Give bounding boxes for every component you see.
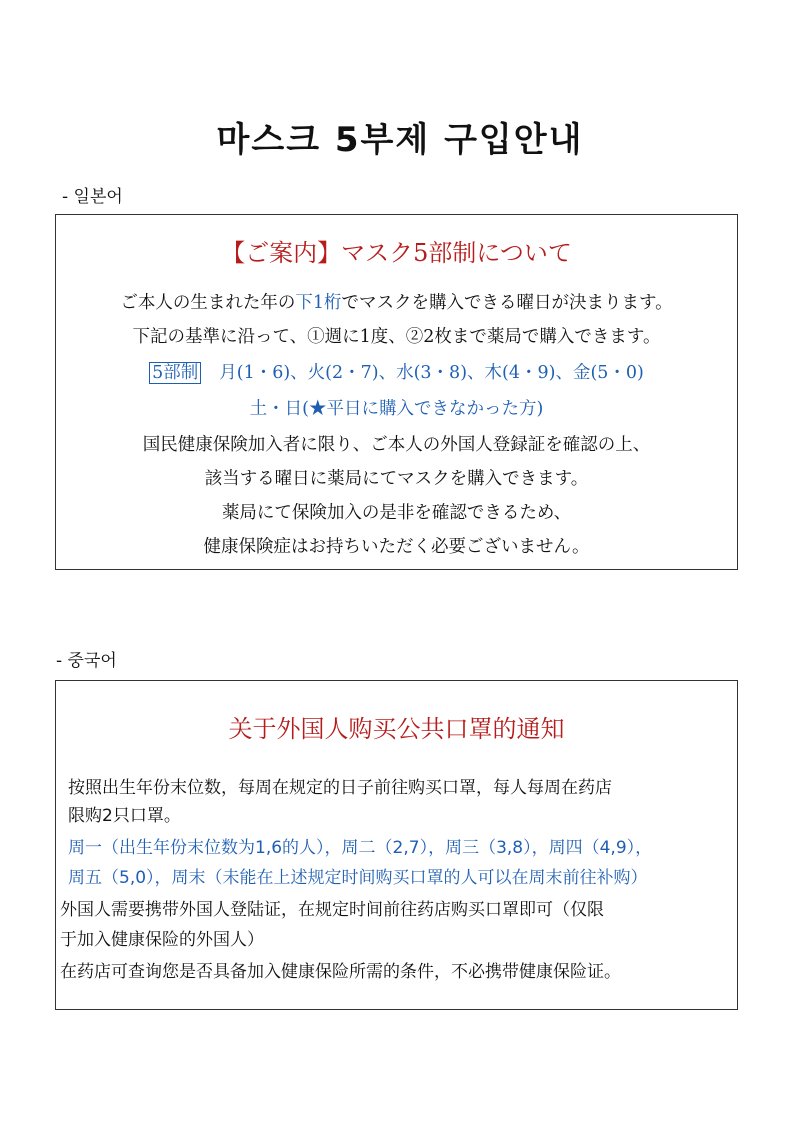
zh-line-2: 限购2只口罩。	[68, 806, 181, 826]
notice-line-1	[56, 289, 737, 314]
notice-heading-chinese: 关于外国人购买公共口罩的通知	[228, 715, 565, 743]
notice-line-6: 該当する曜日に薬局にてマスクを購入できます。	[204, 469, 589, 489]
line1-suffix: でマスクを購入できる曜日が決まります。	[341, 293, 673, 313]
line1-prefix: ご本人の生まれた年の	[120, 293, 296, 313]
notice-box-chinese	[55, 680, 738, 1010]
zh-line-1: 按照出生年份末位数，每周在规定的日子前往购买口罩，每人每周在药店	[68, 778, 612, 798]
schedule-line	[56, 359, 737, 384]
zh-line-5: 外国人需要携带外国人登陆证，在规定时间前往药店购买口罩即可（仅限	[60, 900, 604, 920]
zh-line-3: 周一（出生年份末位数为1,6的人），周二（2,7），周三（3,8），周四（4,9），	[68, 838, 653, 858]
weekend-line: 土・日(★平日に購入できなかった方)	[249, 399, 544, 419]
page-title: 마스크 5부제 구입안내	[216, 120, 584, 160]
line1-highlight: 下1桁	[295, 293, 342, 313]
notice-line-2: 下記の基準に沿って、①週に1度、②2枚まで薬局で購入できます。	[132, 327, 661, 347]
zh-line-4: 周五（5,0），周末（未能在上述规定时间购买口罩的人可以在周末前往补购）	[68, 868, 648, 888]
zh-line-6: 于加入健康保险的外国人）	[60, 930, 264, 950]
schedule-tag: 5部制	[149, 362, 201, 384]
section-label-chinese: - 중국어	[56, 651, 117, 671]
notice-box-japanese	[55, 214, 738, 570]
section-label-japanese: - 일본어	[62, 187, 123, 207]
notice-heading-japanese: 【ご案内】マスク5部制について	[221, 239, 572, 267]
schedule-days: 月(1・6)、火(2・7)、水(3・8)、木(4・9)、金(5・0)	[219, 363, 644, 383]
notice-line-8: 健康保険症はお持ちいただく必要ございません。	[203, 537, 590, 557]
notice-line-7: 薬局にて保険加入の是非を確認できるため、	[221, 503, 572, 523]
zh-line-7: 在药店可查询您是否具备加入健康保险所需的条件，不必携带健康保险证。	[60, 962, 621, 982]
notice-line-5: 国民健康保険加入者に限り、ご本人の外国人登録証を確認の上、	[142, 435, 651, 455]
